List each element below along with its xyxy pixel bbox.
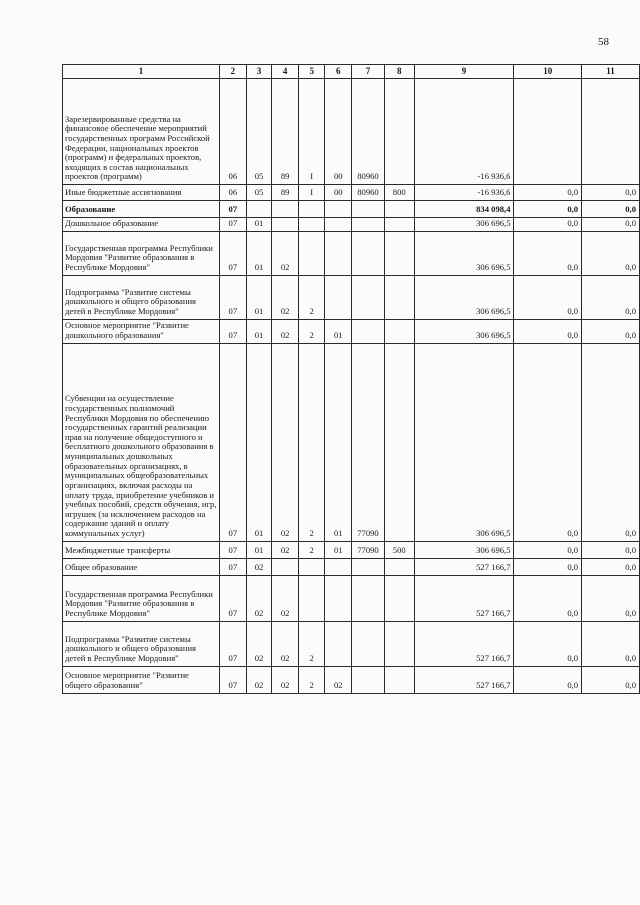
cell-expense-type: [384, 666, 414, 693]
cell-direction: 80960: [352, 185, 385, 201]
cell-program: 02: [272, 343, 299, 541]
cell-amount: 306 696,5: [414, 343, 514, 541]
cell-subprogram: 2: [298, 621, 325, 666]
cell-activity: 01: [325, 319, 352, 343]
cell-section: 07: [220, 319, 247, 343]
cell-amount-2: 0,0: [514, 185, 582, 201]
cell-amount: 527 166,7: [414, 666, 514, 693]
cell-subprogram: 2: [298, 541, 325, 558]
cell-section: 07: [220, 621, 247, 666]
cell-amount-3: 0,0: [582, 319, 640, 343]
cell-direction: [352, 621, 385, 666]
cell-activity: [325, 218, 352, 232]
cell-direction: 77090: [352, 343, 385, 541]
cell-section: 07: [220, 575, 247, 621]
cell-subprogram: [298, 218, 325, 232]
cell-subsection: 05: [246, 79, 272, 185]
row-name: Общее образование: [63, 558, 220, 575]
cell-activity: [325, 231, 352, 275]
row-name: Дошкольное образование: [63, 218, 220, 232]
row-name: Межбюджетные трансферты: [63, 541, 220, 558]
cell-direction: [352, 319, 385, 343]
cell-direction: 80960: [352, 79, 385, 185]
cell-amount-2: [514, 79, 582, 185]
cell-program: [272, 218, 299, 232]
cell-section: 07: [220, 231, 247, 275]
cell-amount: -16 936,6: [414, 79, 514, 185]
row-name: Подпрограмма "Развитие системы дошкольного и общего образования детей в Республике Мордовия": [63, 275, 220, 319]
row-name: Субвенции на осуществление государственных полномочий Республики Мордовия по обеспечению государственных гарантий реализации прав на получение общедоступного и бесплатного дошкольного образования в муниципальных дошкольных образовательных организациях, в муниципальных общеобразовательных организациях, включая расходы на оплату труда, приобретение учебников и учебных пособий, средств обучения, игр, игрушек (за исключением расходов на содержание зданий и оплату коммунальных услуг): [63, 343, 220, 541]
cell-subprogram: [298, 558, 325, 575]
table-row: [63, 275, 640, 319]
row-name: Образование: [63, 201, 220, 218]
cell-subprogram: I: [298, 185, 325, 201]
cell-program: 02: [272, 275, 299, 319]
table-row: [63, 575, 640, 621]
cell-amount-3: 0,0: [582, 275, 640, 319]
table-row: [63, 666, 640, 693]
cell-amount-2: 0,0: [514, 666, 582, 693]
header-cell: 2: [220, 65, 247, 79]
cell-direction: [352, 575, 385, 621]
cell-activity: [325, 621, 352, 666]
cell-activity: [325, 201, 352, 218]
cell-program: 02: [272, 541, 299, 558]
cell-expense-type: [384, 319, 414, 343]
cell-expense-type: [384, 558, 414, 575]
table-row: [63, 218, 640, 232]
cell-program: 02: [272, 621, 299, 666]
cell-program: [272, 558, 299, 575]
cell-subsection: 01: [246, 231, 272, 275]
header-cell: 5: [298, 65, 325, 79]
table-row: [63, 343, 640, 541]
cell-section: 06: [220, 79, 247, 185]
page-number: 58: [598, 36, 609, 48]
header-cell: 7: [352, 65, 385, 79]
cell-amount: 306 696,5: [414, 231, 514, 275]
cell-expense-type: [384, 275, 414, 319]
cell-amount-3: 0,0: [582, 621, 640, 666]
table-row: [63, 541, 640, 558]
cell-direction: [352, 275, 385, 319]
cell-section: 07: [220, 343, 247, 541]
table-row: [63, 319, 640, 343]
cell-subprogram: [298, 201, 325, 218]
cell-expense-type: [384, 621, 414, 666]
cell-section: 07: [220, 218, 247, 232]
header-cell: 6: [325, 65, 352, 79]
table-row: [63, 79, 640, 185]
cell-amount: -16 936,6: [414, 185, 514, 201]
table-row: [63, 558, 640, 575]
cell-activity: 01: [325, 343, 352, 541]
table-row: [63, 621, 640, 666]
cell-subprogram: I: [298, 79, 325, 185]
cell-direction: [352, 218, 385, 232]
row-name: Основное мероприятие "Развитие общего образования": [63, 666, 220, 693]
budget-table: [62, 64, 640, 694]
cell-amount-2: 0,0: [514, 575, 582, 621]
cell-section: 07: [220, 275, 247, 319]
cell-subprogram: 2: [298, 666, 325, 693]
cell-activity: 02: [325, 666, 352, 693]
cell-amount-2: 0,0: [514, 319, 582, 343]
cell-subsection: [246, 201, 272, 218]
row-name: Подпрограмма "Развитие системы дошкольного и общего образования детей в Республике Мордовия": [63, 621, 220, 666]
cell-subsection: 01: [246, 218, 272, 232]
cell-subprogram: [298, 575, 325, 621]
cell-direction: [352, 201, 385, 218]
cell-amount-2: 0,0: [514, 621, 582, 666]
cell-program: [272, 201, 299, 218]
cell-program: 02: [272, 666, 299, 693]
cell-amount: 834 098,4: [414, 201, 514, 218]
cell-program: 89: [272, 79, 299, 185]
header-cell: 3: [246, 65, 272, 79]
cell-expense-type: [384, 201, 414, 218]
cell-direction: [352, 558, 385, 575]
cell-expense-type: [384, 218, 414, 232]
cell-amount-3: 0,0: [582, 185, 640, 201]
table-row: [63, 201, 640, 218]
cell-amount-2: 0,0: [514, 275, 582, 319]
row-name: Основное мероприятие "Развитие дошкольного образования": [63, 319, 220, 343]
row-name: Государственная программа Республики Мордовия "Развитие образования в Республике Мордовия": [63, 231, 220, 275]
header-cell: 10: [514, 65, 582, 79]
cell-amount-3: 0,0: [582, 666, 640, 693]
cell-activity: 00: [325, 79, 352, 185]
cell-subsection: 02: [246, 666, 272, 693]
cell-amount: 527 166,7: [414, 558, 514, 575]
cell-amount-3: 0,0: [582, 541, 640, 558]
cell-subsection: 02: [246, 621, 272, 666]
table-row: [63, 231, 640, 275]
cell-expense-type: 500: [384, 541, 414, 558]
cell-amount-2: 0,0: [514, 343, 582, 541]
cell-activity: [325, 275, 352, 319]
cell-amount: 306 696,5: [414, 319, 514, 343]
header-cell: 8: [384, 65, 414, 79]
cell-activity: [325, 575, 352, 621]
cell-amount-3: 0,0: [582, 218, 640, 232]
cell-direction: 77090: [352, 541, 385, 558]
cell-subsection: 01: [246, 343, 272, 541]
cell-amount: 527 166,7: [414, 575, 514, 621]
cell-amount: 306 696,5: [414, 541, 514, 558]
row-name: Зарезервированные средства на финансовое обеспечение мероприятий государственных программ Российской Федерации, национальных проектов (программ) и федеральных проектов, входящих в состав национальных проектов (программ): [63, 79, 220, 185]
cell-amount: 306 696,5: [414, 275, 514, 319]
cell-amount-3: 0,0: [582, 201, 640, 218]
cell-subprogram: 2: [298, 319, 325, 343]
cell-program: 89: [272, 185, 299, 201]
cell-section: 07: [220, 666, 247, 693]
cell-subprogram: 2: [298, 275, 325, 319]
cell-program: 02: [272, 575, 299, 621]
cell-amount-3: 0,0: [582, 575, 640, 621]
cell-amount-3: 0,0: [582, 558, 640, 575]
cell-subsection: 01: [246, 541, 272, 558]
cell-subsection: 01: [246, 275, 272, 319]
header-cell: 4: [272, 65, 299, 79]
cell-subsection: 02: [246, 575, 272, 621]
cell-section: 06: [220, 185, 247, 201]
cell-amount-2: 0,0: [514, 231, 582, 275]
cell-subsection: 01: [246, 319, 272, 343]
cell-amount-2: 0,0: [514, 541, 582, 558]
cell-section: 07: [220, 558, 247, 575]
cell-expense-type: [384, 79, 414, 185]
cell-activity: [325, 558, 352, 575]
cell-activity: 01: [325, 541, 352, 558]
cell-amount-3: 0,0: [582, 231, 640, 275]
cell-subprogram: 2: [298, 343, 325, 541]
cell-activity: 00: [325, 185, 352, 201]
cell-amount: 527 166,7: [414, 621, 514, 666]
cell-subprogram: [298, 231, 325, 275]
cell-expense-type: 800: [384, 185, 414, 201]
cell-program: 02: [272, 231, 299, 275]
row-name: Иные бюджетные ассигнования: [63, 185, 220, 201]
cell-amount: 306 696,5: [414, 218, 514, 232]
header-cell: 11: [582, 65, 640, 79]
cell-amount-3: [582, 79, 640, 185]
cell-section: 07: [220, 541, 247, 558]
cell-amount-2: 0,0: [514, 558, 582, 575]
cell-expense-type: [384, 575, 414, 621]
header-cell: 1: [63, 65, 220, 79]
table-header-row: [63, 65, 640, 79]
row-name: Государственная программа Республики Мордовия "Развитие образования в Республике Мордовия": [63, 575, 220, 621]
cell-amount-2: 0,0: [514, 218, 582, 232]
cell-amount-2: 0,0: [514, 201, 582, 218]
cell-program: 02: [272, 319, 299, 343]
cell-expense-type: [384, 231, 414, 275]
cell-subsection: 05: [246, 185, 272, 201]
header-cell: 9: [414, 65, 514, 79]
cell-amount-3: 0,0: [582, 343, 640, 541]
cell-subsection: 02: [246, 558, 272, 575]
cell-direction: [352, 666, 385, 693]
table-row: [63, 185, 640, 201]
cell-direction: [352, 231, 385, 275]
cell-section: 07: [220, 201, 247, 218]
cell-expense-type: [384, 343, 414, 541]
